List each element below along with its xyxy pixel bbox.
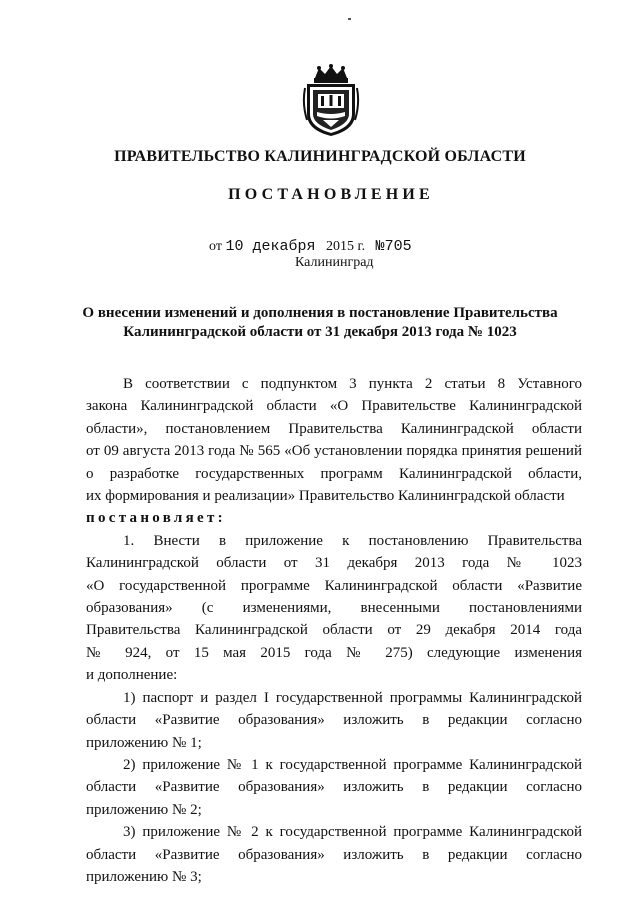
- text-line: области», постановлением Правительства Калининградской области: [86, 420, 582, 437]
- text-line: Правительства Калининградской области от 29 декабря 2014 года: [86, 622, 582, 639]
- text-line: Калининградской области от 31 декабря 2013 года № 1023: [86, 555, 582, 572]
- text-line: области «Развитие образования» изложить в редакции согласно: [86, 846, 582, 863]
- text-line: от 09 августа 2013 года № 565 «Об установлении порядка принятия решений: [86, 443, 582, 460]
- text-line: о разработке государственных программ Калининградской области,: [86, 465, 582, 482]
- date-line: [209, 238, 412, 255]
- text-line: приложению № 1;: [86, 734, 202, 751]
- decree-number: №705: [375, 238, 412, 255]
- document-title: [0, 304, 640, 342]
- title-line: Калининградской области от 31 декабря 2013 года № 1023: [123, 324, 517, 340]
- text-line: № 924, от 15 мая 2015 года № 275) следующие изменения: [86, 644, 582, 661]
- government-heading: ПРАВИТЕЛЬСТВО КАЛИНИНГРАДСКОЙ ОБЛАСТИ: [114, 148, 526, 165]
- text-line: В соответствии с подпунктом 3 пункта 2 статьи 8 Уставного: [123, 376, 582, 392]
- subitem-1: [86, 687, 582, 754]
- text-line: 3) приложение № 2 к государственной программе Калининградской: [123, 824, 582, 841]
- text-line: 2) приложение № 1 к государственной программе Калининградской: [123, 756, 582, 773]
- text-line: образования» (с изменениями, внесенными постановлениями: [86, 600, 582, 617]
- item-1-paragraph: [86, 530, 582, 687]
- date-typed: 10 декабря: [225, 238, 316, 255]
- date-year: 2015 г.: [325, 239, 366, 254]
- title-line: О внесении изменений и дополнения в постановление Правительства: [82, 305, 558, 321]
- decree-word: постановляет:: [86, 510, 226, 527]
- document-type: ПОСТАНОВЛЕНИЕ: [228, 186, 434, 203]
- text-line: приложению № 3;: [86, 868, 202, 885]
- text-line: 1) паспорт и раздел I государственной программы Калининградской: [123, 689, 582, 706]
- text-line: 1. Внести в приложение к постановлению Правительства: [123, 532, 582, 549]
- text-line: закона Калининградской области «О Правительстве Калининградской: [86, 398, 582, 415]
- text-line: их формирования и реализации» Правительство Калининградской области: [86, 488, 565, 505]
- subitem-3: [86, 821, 582, 888]
- text-line: области «Развитие образования» изложить в редакции согласно: [86, 712, 582, 729]
- scan-speck: [348, 18, 351, 20]
- text-line: и дополнение:: [86, 667, 178, 684]
- document-body: [86, 373, 582, 888]
- intro-paragraph: [86, 373, 582, 530]
- text-line: «О государственной программе Калининградской области «Развитие: [86, 577, 582, 594]
- subitem-2: [86, 754, 582, 821]
- text-line: приложению № 2;: [86, 801, 202, 818]
- coat-of-arms-emblem: [301, 64, 361, 138]
- text-line: области «Развитие образования» изложить в редакции согласно: [86, 779, 582, 796]
- coat-of-arms-icon: [301, 64, 361, 138]
- city-name: Калининград: [295, 255, 374, 270]
- date-prefix: от: [209, 239, 222, 254]
